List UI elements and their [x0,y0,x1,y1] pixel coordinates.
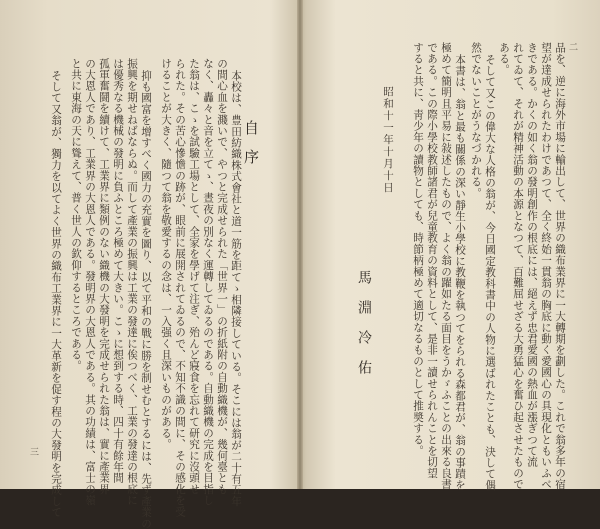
text-column: 品を、逆に海外市場に輸出して、世界の織布業界に一大轉期を劃した。これで翁多年の宿 [554,42,566,490]
text-column: 極めて簡明且平易に敍述したもので、よく翁の躍如たる面目をうかゞふことの出來る良書 [440,42,452,490]
preface-title: 自序 [242,120,260,178]
text-column: 望が達成せられたわけであつて、全く終始一貫翁の胸底に動く愛國心の具現化ともいふべ [540,42,552,490]
text-column: の大恩人であり、工業界の大恩人である。發明界の大恩人である。其の功績は、富士の嶺 [84,58,96,506]
right-page [302,0,600,489]
text-column: と共に東海の天に聳えて、普く世人の欽仰するところである。 [70,58,82,372]
text-column: 孤軍奮鬪を續けて、工業界に類例のない織機の大發明を完成せられた翁は、實に產業界 [98,58,110,495]
text-column: れてゐて、それが精神活動の本源となつて、百難屈せざる大勇猛心を奮ひ起させたもので [512,42,524,490]
text-column: きである。かくの如く翁の發明創作の根底には、絕えず忠君愛國の熱血が漲ぎつて流 [526,42,538,468]
text-column: られた。その苦心慘憺の跡が、眼前に展開されてゐるので、不知不識の間に、その感化を受 [174,58,186,518]
text-column: の間心血を濺いで、やつと完成せられた「世界一」の折紙附の自動織機が、幾何臺とも [216,58,228,495]
page-number: 二 [568,43,578,53]
page-number: 三 [30,448,40,458]
text-column: そして又この偉大な人格の翁が、今日國定教科書中の人物に選ばれたことも、決して偶 [484,54,496,491]
text-column: 振興を期せねばならぬ。而して產業の振興は工業の發達に俟つべく、工業の發達の根底に [126,58,138,506]
text-column: た翁は、こゝを試驗工場として、全家を學げて注ぎ、殆んど寢食を忘れて研究に沒頭せ [188,58,200,495]
text-column: である。この際小學校教師諸君が兒童教育の資料として、是非一讀せられんことを切望 [426,42,438,479]
text-column: 然でないことがうなづかれる。 [470,42,482,199]
text-column: なく、轟々と音を立てゝ、晝夜の別なく運轉してゐるのである。自動織機の完成を目指し [202,58,214,506]
text-column: けることが大きく、隨つて翁を敬愛するの念は、一入强く且深いものがある。 [160,58,172,450]
author-signature: 馬淵冷佑 [356,270,372,390]
text-column: は優秀なる機械の發明に負ふところ極めて大きい。こゝに想到する時、四十有餘年間 [112,58,124,484]
preface-date: 昭和十一年十月十日 [382,86,394,194]
text-column: そして又翁が、獨力を以てよく世界の織布工業界に一大革新を促す程の大發明を完成して [50,70,62,518]
text-column: 本書は、翁と最も關係の深い靜生小學校に教鞭を執つてをられる森都君が、翁の事蹟を [454,54,466,491]
left-page [0,0,298,529]
text-column: 抑も國富を增すべく國力の充實を圖り、以て平和の戰に勝を制せむとするには、先ず產業の [140,70,152,529]
text-column: 本校は、豊田紡織株式會社と道一筋を距てゝ相隣接している。そこには翁が二十有五年 [230,70,242,507]
text-column: すると共に、靑少年の讀物としても、時節柄極めて適切なるものとして推奬する。 [412,42,424,457]
text-column: ある。 [498,42,510,76]
